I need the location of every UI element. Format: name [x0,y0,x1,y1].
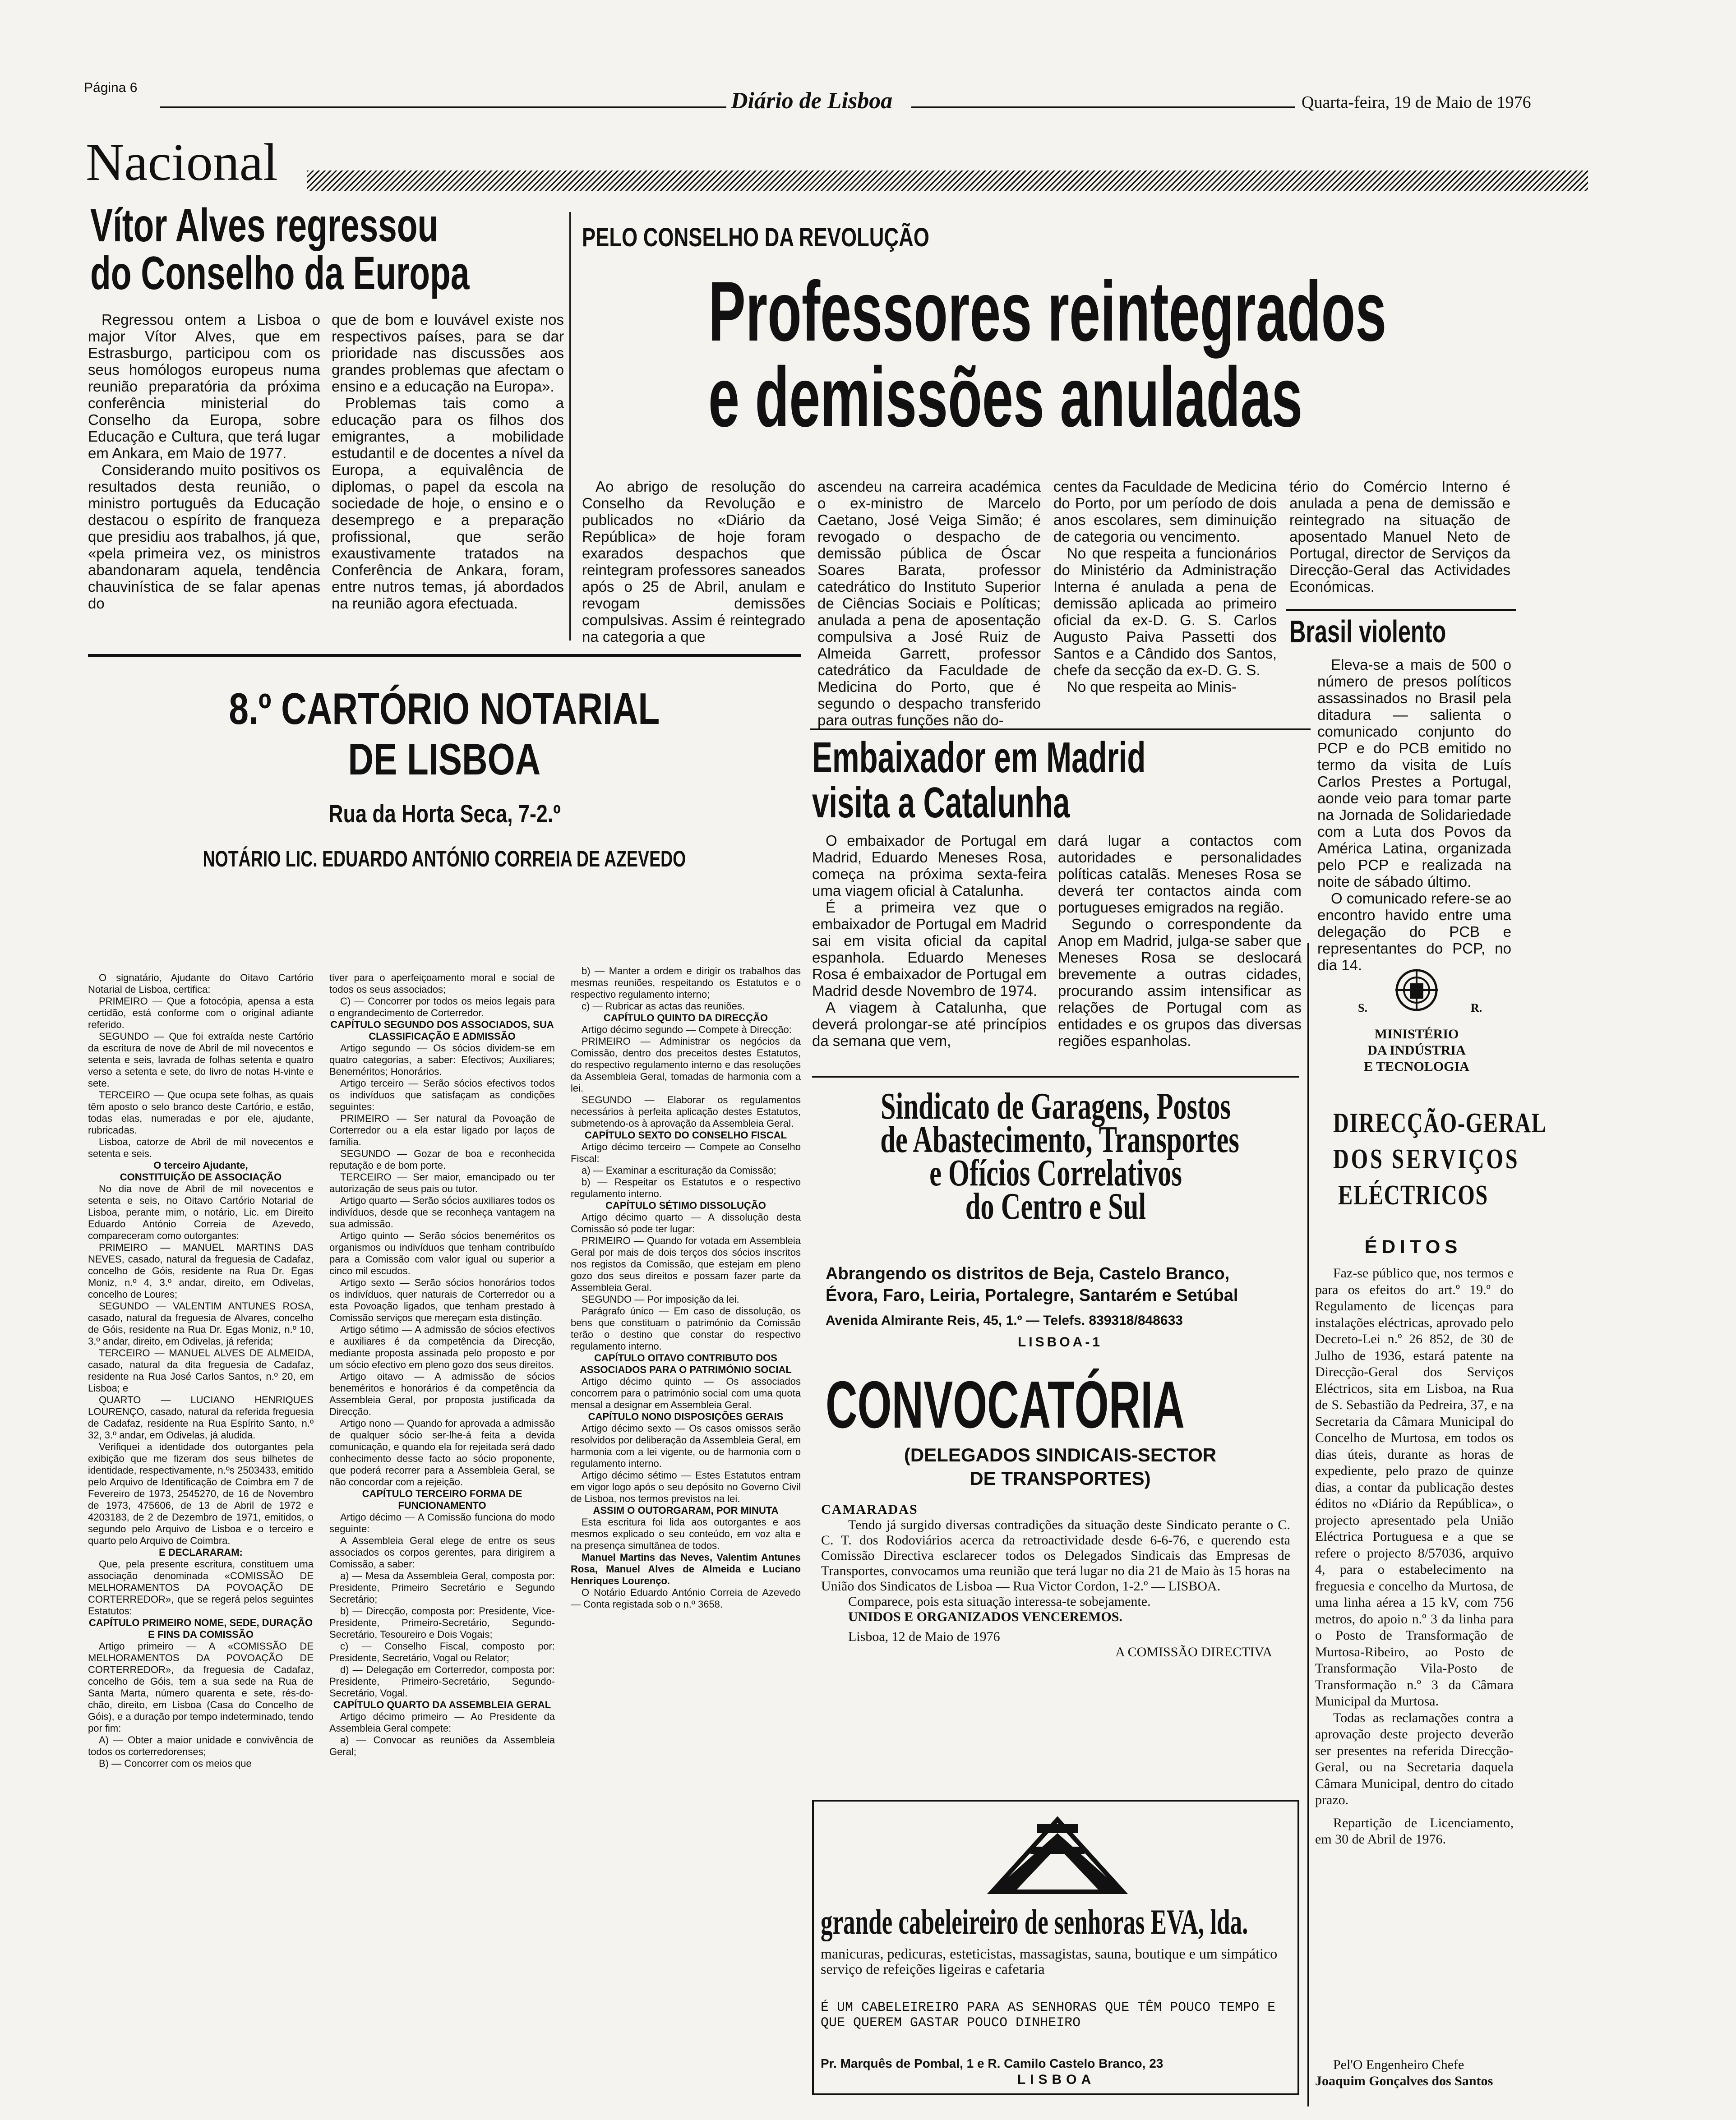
eva-services: manicuras, pedicuras, esteticistas, massagistas, sauna, boutique e um simpático serviço de refeições ligeiras e cafetaria [821,1945,1278,1977]
alves-para: que de bom e louvável existe nos respectivos países, para se dar prioridade nas discussões aos grandes problemas que afectam o ensino e a educação na Europa». [332,311,564,395]
notary-para: SEGUNDO — Que foi extraída neste Cartório da escritura de nove de Abril de mil novecentos e setenta e seis, lavrada de folhas setenta e quatro verso a setenta e sete, do livro de notas H-vinte e sete. [88,1031,314,1089]
notary-para: Artigo décimo quarto — A dissolução desta Comissão só pode ter lugar: [571,1212,801,1235]
eva-name-text: grande cabeleireiro de senhoras EVA, lda. [821,1902,1248,1941]
notary-heading: E DECLARARAM: [159,1547,243,1558]
convocatoria-greeting: CAMARADAS [821,1502,918,1517]
notary-para: No dia nove de Abril de mil novecentos e setenta e seis, no Oitavo Cartório Notarial de Lisboa, perante mim, o notário, Lic. em Direito Eduardo António Correia de Azevedo, compareceram como outorgantes: [88,1183,314,1241]
editos-sign-line-2: Joaquim Gonçalves dos Santos [1315,2074,1493,2088]
notary-para: Artigo nono — Quando for aprovada a admissão de qualquer sócio ser-lhe-á feita a devida comunicação, e quando ela for rejeitada será dado conhecimento desse facto ao sócio proponente, que poderá recorrer para a Assembleia Geral, se não concordar com a rejeição. [329,1418,555,1488]
madrid-para: Segundo o correspondente da Anop em Madrid, julga-se saber que Meneses Rosa se deslocará brevemente a outras cidades, procurando assim intensificar as relações de Portugal com as entidades e os grupos das diversas regiões espanholas. [1058,916,1302,1049]
notary-para: Manuel Martins das Neves, Valentim Antunes Rosa, Manuel Alves de Almeida e Luciano Henriques Lourenço. [571,1552,801,1586]
notary-para: b) — Respeitar os Estatutos e o respectivo regulamento interno. [571,1176,801,1199]
convocatoria-slogan: UNIDOS E ORGANIZADOS VENCEREMOS. [848,1609,1122,1624]
alves-para: Regressou ontem a Lisboa o major Vítor Alves, que em Estrasburgo, participou com os seus homólogos europeus numa reunião preparatória da próxima conferência ministerial do Conselho da Europa, sobre Educação e Cultura, que terá lugar em Ankara, em Maio de 1977. [88,311,320,461]
header-rule-right [911,106,1295,108]
brasil-body [1317,656,1511,973]
notary-title-line-1: 8.º CARTÓRIO NOTARIAL [229,684,660,733]
notary-heading: CAPÍTULO OITAVO CONTRIBUTO DOS ASSOCIADOS PARA O PATRIMÓNIO SOCIAL [580,1352,792,1375]
editos-left-rule [1307,943,1309,2106]
alves-column-1 [88,311,320,622]
notary-heading: CAPÍTULO TERCEIRO FORMA DE FUNCIONAMENTO [362,1488,522,1511]
notary-para: Artigo décimo sétimo — Estes Estatutos entram em vigor logo após o seu depósito no Governo Civil de Lisboa, nos termos previstos na lei. [571,1470,801,1504]
notary-para: Artigo oitavo — A admissão de sócios beneméritos e honorários é da competência da Assembleia Geral, por proposta justificada da Direcção. [329,1371,555,1417]
notary-para: Artigo décimo sexto — Os casos omissos serão resolvidos por deliberação da Assembleia Geral, em harmonia com a lei vigente, ou de harmonia com o regulamento interno. [571,1423,801,1469]
notary-para: Artigo quinto — Serão sócios beneméritos os organismos ou indivíduos que tenham contribuído para a Comissão com valor igual ou superior a cinco mil escudos. [329,1230,555,1277]
sindicato-title-line-4: do Centro e Sul [965,1185,1146,1227]
issue-date: Quarta-feira, 19 de Maio de 1976 [1302,93,1531,112]
notary-heading: CAPÍTULO SÉTIMO DISSOLUÇÃO [605,1200,766,1211]
convocatoria-text-body: Tendo já surgido diversas contradições da situação deste Sindicato perante o C. C. T. dos Rodoviários acerca da retroactividade desde 6-6-76, e querendo esta Comissão Directiva esclarecer todos os Delegados Sindicais das Empresas de Transportes, convocamos uma reunião que terá lugar no dia 21 de Maio às 15 horas na União dos Sindicatos de Lisboa — Rua Victor Cordon, 1-2.º — LISBOA. [821,1517,1290,1594]
notary-para: tiver para o aperfeiçoamento moral e social de todos os seus associados; [329,972,555,995]
professores-column-1 [582,478,805,645]
notary-para: TERCEIRO — MANUEL ALVES DE ALMEIDA, casado, natural da dita freguesia de Cadafaz, residente na Rua José Carlos Santos, n.º 20, em Lisboa; e [88,1347,314,1394]
notary-para: a) — Mesa da Assembleia Geral, composta por: Presidente, Primeiro Secretário e Segundo Secretário; [329,1570,555,1605]
section-title: Nacional [86,133,278,192]
masthead: Diário de Lisboa [731,88,893,114]
notary-title-line-2: DE LISBOA [348,734,541,784]
notary-column-2 [329,972,555,2064]
notary-heading: CAPÍTULO QUARTO DA ASSEMBLEIA GERAL [333,1699,551,1710]
coat-of-arms-icon [1392,965,1441,1015]
notary-para: Lisboa, catorze de Abril de mil novecentos e setenta e seis. [88,1136,314,1159]
notary-para: O Notário Eduardo António Correia de Azevedo — Conta registada sob o n.º 3658. [571,1587,801,1610]
convocatoria-title [826,1368,1295,1442]
notary-para: Artigo décimo quinto — Os associados concorrem para o património social com uma quota mensal a designar em Assembleia Geral. [571,1376,801,1410]
brasil-para: O comunicado refere-se ao encontro havido entre uma delegação do PCB e representantes do PCP, no dia 14. [1317,890,1511,973]
alves-para: Considerando muito positivos os resultados desta reunião, o ministro português da Educação destacou o espírito de franqueza que presidiu aos trabalhos, já que, «pela primeira vez, os ministros abandonaram aquela, tendência chauvinística de se falar apenas do [88,461,320,612]
notary-para: TERCEIRO — Que ocupa sete folhas, as quais têm aposto o selo branco deste Cartório, e estão, todas elas, numeradas e por ele, ajudante, rubricadas. [88,1089,314,1136]
notary-para: C) — Concorrer por todos os meios legais para o engrandecimento de Corterredor. [329,995,555,1019]
notary-para: Que, pela presente escritura, constituem uma associação denominada «COMISSÃO DE MELHORAMENTOS DA POVOAÇÃO DE CORTERREDOR», que se regerá pelos seguintes Estatutos: [88,1558,314,1617]
notary-para: SEGUNDO — Gozar de boa e reconhecida reputação e de bom porte. [329,1148,555,1171]
notary-para: Artigo terceiro — Serão sócios efectivos todos os indivíduos que satisfaçam as condições seguintes: [329,1078,555,1112]
alves-para: Problemas tais como a educação para os filhos dos emigrantes, a mobilidade estudantil e de docentes a nível da Europa, a equivalência de diplomas, o papel da escola na sociedade de hoje, o ensino e o desemprego e a preparação profissional, que serão exaustivamente tratados na Conferência de Ankara, foram, entre nutros temas, já abordados na reunião agora efectuada. [332,395,564,612]
madrid-para: É a primeira vez que o embaixador de Portugal em Madrid sai em visita oficial da capital espanhola. Eduardo Meneses Rosa é embaixador de Portugal em Madrid desde Novembro de 1974. [812,899,1047,999]
sindicato-title-line-3: e Ofícios Correlativos [929,1152,1182,1194]
notary-para: Artigo sexto — Serão sócios honorários todos os indivíduos, quer naturais de Corterredor ou a esta Povoação ligados, que tenham prestado à Comissão serviços que mereçam esta distinção. [329,1277,555,1323]
seal-left-letter: S. [1358,1001,1367,1014]
professores-kicker-text: PELO CONSELHO DA REVOLUÇÃO [582,223,929,252]
notary-para: SEGUNDO — Por imposição da lei. [582,1294,739,1305]
professores-kicker [582,223,988,255]
madrid-column-2 [1058,832,1302,1062]
convocatoria-sub-line-1: (DELEGADOS SINDICAIS-SECTOR [904,1444,1217,1466]
notary-heading: CAPÍTULO SEXTO DO CONSELHO FISCAL [584,1129,787,1141]
madrid-rule [810,728,1311,730]
professores-para: No que respeita ao Minis- [1067,678,1237,695]
madrid-headline [812,735,1308,830]
alves-column-2 [332,311,564,622]
brasil-headline-text: Brasil violento [1289,614,1446,649]
professores-column-2 [817,478,1041,728]
madrid-column-1 [812,832,1047,1062]
professores-headline-line-1: Professores reintegrados [708,264,1387,359]
professores-headline-line-2: e demissões anuladas [708,350,1303,444]
notary-para: PRIMEIRO — MANUEL MARTINS DAS NEVES, casado, natural da freguesia de Cadafaz, concelho de Góis, residente na Rua Dr. Egas Moniz, n.º 4, 3.º andar, direito, em Odivelas, concelho de Loures; [88,1242,314,1300]
sindicato-address: Avenida Almirante Reis, 45, 1.º — Telefs. 839318/848633 [826,1313,1183,1328]
madrid-para: O embaixador de Portugal em Madrid, Eduardo Meneses Rosa, começa na próxima sexta-feira uma viagem oficial à Catalunha. [812,832,1047,899]
column-divider [569,212,571,641]
editos-seal [1317,952,1516,1101]
notary-para: SEGUNDO — VALENTIM ANTUNES ROSA, casado, natural da freguesia de Alvares, concelho de Góis, residente na Rua Dr. Egas Moniz, n.º 10, 3.º andar, direito, em Odivelas, já referida; [88,1300,314,1347]
professores-para: tério do Comércio Interno é anulada a pena de demissão e reintegrado na situação de aposentado Manuel Neto de Portugal, director de Serviços da Direcção-Geral das Actividades Económicas. [1289,478,1510,595]
professores-column-3 [1053,478,1277,722]
page-number: Página 6 [84,80,138,95]
editos-para: Faz-se público que, nos termos e para os efeitos do art.º 19.º do Regulamento de licenças para instalações eléctricas, aprovado pelo Decreto-Lei n.º 26 852, de 30 de Julho de 1936, estará patente na Direcção-Geral dos Serviços Eléctricos, sita em Lisboa, na Rua de S. Sebastião da Pedreira, 37, e na Secretaria da Câmara Municipal do Concelho de Murtosa, em todos os dias úteis, durante as horas de expediente, pelo prazo de quinze dias, a contar da publicação destes éditos no «Diário da República», o projecto apresentado pela União Eléctrica Portuguesa e a que se refere o projecto 8/57036, arquivo 4, para o estabelecimento na freguesia e concelho da Murtosa, de uma linha aérea a 15 kV, com 756 metros, do apoio n.º 3 da linha para o Posto de Transformação de Murtosa-Ribeiro, ao Posto de Transformação Vila-Posto de Transformação n.º 3 da Câmara Municipal da Murtosa. [1315,1266,1514,1709]
eva-logo-icon [988,1815,1127,1896]
notary-para: Verifiquei a identidade dos outorgantes pela exibição que me fizeram dos seus bilhetes de identidade, respectivamente, n.ºs 2503433, emitido pelo Arquivo de Identificação de Coimbra em 7 de Fevereiro de 1973, 2545270, de 16 de Novembro de 1973, 475606, de 13 de Abril de 1972 e 4203183, de 2 de Dezembro de 1971, emitidos, o segundo pelo Arquivo de Lisboa e o terceiro e quarto pelo Arquivo de Coimbra. [88,1441,314,1546]
brasil-rule [1286,609,1516,611]
sindicato-districts [826,1263,1295,1353]
notary-para: a) — Examinar a escrituração da Comissão; [582,1165,776,1176]
notary-para: Artigo segundo — Os sócios dividem-se em quatro categorias, a saber: Efectivos; Auxiliares; Beneméritos; Honorários. [329,1042,555,1077]
notary-para: Artigo décimo segundo — Compete à Direcção: [582,1024,792,1035]
ministry-line-1: MINISTÉRIO [1374,1027,1459,1042]
notary-para: Esta escritura foi lida aos outorgantes e aos mesmos explicado o seu conteúdo, em voz alta e na presença simultânea de todos. [571,1516,801,1551]
notary-para: c) — Conselho Fiscal, composto por: Presidente, Secretário, Vogal ou Relator; [329,1641,555,1664]
brasil-headline [1289,614,1515,650]
notary-top-rule [88,654,801,657]
ministry-name [1317,1026,1516,1075]
eva-name [821,1903,1294,1944]
notary-para: QUARTO — LUCIANO HENRIQUES LOURENÇO, casado, natural da referida freguesia de Cadafaz, residente na Rua Espírito Santo, n.º 32, 3.º andar, em Odivelas, já aludida. [88,1394,314,1441]
notary-para: c) — Rubricar as actas das reuniões. [582,1000,745,1012]
alves-headline [90,201,541,304]
professores-para: Ao abrigo de resolução do Conselho da Revolução e publicados no «Diário da República» de hoje foram exarados despachos que reintegram professores saneados após o 25 de Abril, anulam e revogam demissões compulsivas. Assim é reintegrado na categoria a que [582,478,805,645]
professores-para: centes da Faculdade de Medicina do Porto, por um período de dois anos escolares, sem diminuição de categoria ou vencimento. [1053,478,1277,545]
convocatoria-sub [826,1443,1295,1490]
sindicato-city: LISBOA-1 [1017,1335,1103,1350]
professores-para: No que respeita a funcionários do Ministério da Administração Interna é anulada a pena de demissão aplicada ao primeiro oficial da ex-D. G. S. Carlos Augusto Paiva Passetti dos Santos e a Cândido dos Santos, chefe da secção da ex-D. G. S. [1053,545,1277,678]
convocatoria-sub-line-2: DE TRANSPORTES) [970,1468,1151,1489]
editos-title: ÉDITOS [1364,1236,1462,1257]
dg-line-1: DIRECÇÃO-GERAL [1333,1108,1547,1138]
professores-para: ascendeu na carreira académica o ex-ministro de Marcelo Caetano, José Veiga Simão; é revogado o despacho de demissão pública de Óscar Soares Barata, professor catedrático do Instituto Superior de Ciências Sociais e Políticas; anulada a pena de aposentação compulsiva a José Ruiz de Almeida Garrett, professor catedrático da Faculdade de Medicina do Porto, que é segundo o despacho transferido para outras funções não do- [817,478,1041,728]
notary-heading: ASSIM O OUTORGARAM, POR MINUTA [593,1505,779,1516]
sindicato-districts-line-2: Évora, Faro, Leiria, Portalegre, Santarém e Setúbal [826,1286,1238,1305]
notary-para: a) — Convocar as reuniões da Assembleia Geral; [329,1734,555,1757]
notary-para: Parágrafo único — Em caso de dissolução, os bens que constituam o património da Comissão terão o destino que constar do respectivo regulamento interno. [571,1305,801,1352]
notary-para: Artigo sétimo — A admissão de sócios efectivos e auxiliares é da competência da Direcção, mediante proposta assinada pelo proposto e por um sócio efectivo em pleno gozo dos seus direitos. [329,1324,555,1370]
notary-heading: CAPÍTULO NONO DISPOSIÇÕES GERAIS [588,1411,784,1422]
editos-body [1315,1265,1514,2003]
header-rule-left [160,106,726,108]
sindicato-title-line-1: Sindicato de Garagens, Postos [880,1085,1231,1127]
notary-para: PRIMEIRO — Administrar os negócios da Comissão, dentro dos preceitos destes Estatutos, do respectivo regulamento interno e das resoluções da Assembleia Geral, tomadas de harmonia com a lei. [571,1036,801,1094]
notary-para: SEGUNDO — Elaborar os regulamentos necessários à perfeita aplicação destes Estatutos, submetendo-os à aprovação da Assembleia Geral. [571,1094,801,1129]
madrid-para: A viagem à Catalunha, que deverá prolongar-se até princípios da semana que vem, [812,999,1047,1049]
convocatoria-signature: A COMISSÃO DIRECTIVA [1115,1645,1272,1659]
editos-signature [1315,2057,1514,2089]
notary-para: b) — Manter a ordem e dirigir os trabalhos das mesmas reuniões, respeitando os Estatutos e o respectivo regulamento interno; [571,965,801,1000]
notary-para: Artigo décimo terceiro — Compete ao Conselho Fiscal: [571,1141,801,1164]
eva-ad [812,1800,1299,2095]
sindicato-districts-line-1: Abrangendo os distritos de Beja, Castelo Branco, [826,1264,1230,1283]
section-hatch-bar [307,171,1588,191]
eva-claim: É UM CABELEIREIRO PARA AS SENHORAS QUE TÊM POUCO TEMPO E QUE QUEREM GASTAR POUCO DINHEIRO [821,2000,1276,2031]
notary-name: NOTÁRIO LIC. EDUARDO ANTÓNIO CORREIA DE AZEVEDO [203,846,686,871]
dg-line-2: DOS SERVIÇOS [1333,1144,1520,1175]
notary-para: A) — Obter a maior unidade e convivência de todos os corterredorenses; [88,1734,314,1757]
notary-para: Artigo primeiro — A «COMISSÃO DE MELHORAMENTOS DA POVOAÇÃO DE CORTERREDOR», da freguesia de Cadafaz, concelho de Góis, tem a sua sede na Rua de Santa Marta, número quarenta e sete, rés-do-chão, direito, em Lisboa (Casa do Concelho de Góis), e a duração por tempo indeterminado, tendo por fim: [88,1641,314,1734]
brasil-para: Eleva-se a mais de 500 o número de presos políticos assassinados no Brasil pela ditadura — salienta o comunicado conjunto do PCP e do PCB emitido no termo da visita de Luís Carlos Prestes a Portugal, aonde veio para tomar parte na Jornada de Solidariedade com a Luta dos Povos da América Latina, organizada pelo PCP e realizada na noite de sábado último. [1317,656,1511,890]
notary-heading: CAPÍTULO QUINTO DA DIRECÇÃO [603,1012,768,1023]
alves-headline-line-1: Vítor Alves regressou [90,199,439,252]
notary-para: d) — Delegação em Corterredor, composta por: Presidente, Primeiro-Secretário, Segundo-Secretário, Vogal. [329,1664,555,1699]
sindicato-title-line-2: de Abastecimento, Transportes [880,1119,1239,1161]
editos-sign-line-1: Pel'O Engenheiro Chefe [1333,2057,1464,2072]
sindicato-top-rule [812,1076,1299,1078]
notary-para: PRIMEIRO — Que a fotocópia, apensa a esta certidão, está conforme com o original adiante referido. [88,995,314,1030]
alves-headline-line-2: do Conselho da Europa [90,247,470,300]
notary-para: A Assembleia Geral elege de entre os seus associados os corpos gerentes, para dirigirem a Comissão, a saber: [329,1535,555,1570]
madrid-para: dará lugar a contactos com autoridades e personalidades políticas catalãs. Meneses Rosa se deverá ter contactos ainda com portugueses emigrados na região. [1058,832,1302,916]
notary-para: TERCEIRO — Ser maior, emancipado ou ter autorização de seus pais ou tutor. [329,1171,555,1194]
ministry-line-3: E TECNOLOGIA [1364,1059,1469,1074]
notary-para: Artigo décimo primeiro — Ao Presidente da Assembleia Geral compete: [329,1711,555,1734]
editos-para: Todas as reclamações contra a aprovação deste projecto deverão ser presentes na referida Direcção-Geral, ou na Secretaria daquela Câmara Municipal, dentro do citado prazo. [1315,1710,1514,1807]
notary-para: Artigo quarto — Serão sócios auxiliares todos os indivíduos, desde que se reconheça vantagem na sua admissão. [329,1195,555,1230]
notary-address: Rua da Horta Seca, 7-2.º [328,799,561,828]
eva-address: Pr. Marquês de Pombal, 1 e R. Camilo Castelo Branco, 23 [821,2056,1163,2070]
professores-column-4 [1289,478,1510,604]
madrid-headline-line-1: Embaixador em Madrid [812,733,1146,782]
notary-para: Artigo décimo — A Comissão funciona do modo seguinte: [329,1512,555,1535]
notary-para: O terceiro Ajudante, [153,1160,248,1171]
notary-column-3 [571,965,801,2064]
convocatoria-text: CONVOCATÓRIA [826,1368,1185,1442]
ministry-line-2: DA INDÚSTRIA [1367,1043,1466,1058]
notary-title [88,683,801,875]
notary-para: b) — Direcção, composta por: Presidente, Vice-Presidente, Primeiro-Secretário, Segundo-Secretário, Tesoureiro e Dois Vogais; [329,1605,555,1640]
editos-para: Repartição de Licenciamento, em 30 de Abril de 1976. [1315,1815,1514,1847]
madrid-headline-line-2: visita a Catalunha [812,779,1070,827]
notary-heading: CAPÍTULO SEGUNDO DOS ASSOCIADOS, SUA CLASSIFICAÇÃO E ADMISSÃO [330,1019,554,1042]
convocatoria-dateline: Lisboa, 12 de Maio de 1976 [848,1629,1000,1644]
notary-heading: CAPÍTULO PRIMEIRO NOME, SEDE, DURAÇÃO E FINS DA COMISSÃO [88,1617,313,1640]
notary-para: O signatário, Ajudante do Oitavo Cartório Notarial de Lisboa, certifica: [88,972,314,995]
notary-heading: CONSTITUIÇÃO DE ASSOCIAÇÃO [120,1171,282,1183]
seal-right-letter: R. [1471,1001,1482,1014]
notary-para: PRIMEIRO — Quando for votada em Assembleia Geral por mais de dois terços dos sócios inscritos nos registos da Comissão, que estejam em pleno gozo dos seus direitos e possam fazer parte da Assembleia Geral. [571,1235,801,1293]
dg-name [1311,1105,1547,1218]
dg-line-3: ELÉCTRICOS [1338,1180,1488,1211]
notary-para: PRIMEIRO — Ser natural da Povoação de Corterredor ou a ela estar ligado por laços de família. [329,1113,555,1148]
convocatoria-body [821,1502,1290,1660]
notary-para: B) — Concorrer com os meios que [99,1758,252,1769]
notary-column-1 [88,972,314,2064]
professores-headline [708,266,1475,456]
convocatoria-appeal: Comparece, pois esta situação interessa-te sobejamente. [848,1594,1151,1609]
eva-city: LISBOA [1017,2072,1096,2087]
